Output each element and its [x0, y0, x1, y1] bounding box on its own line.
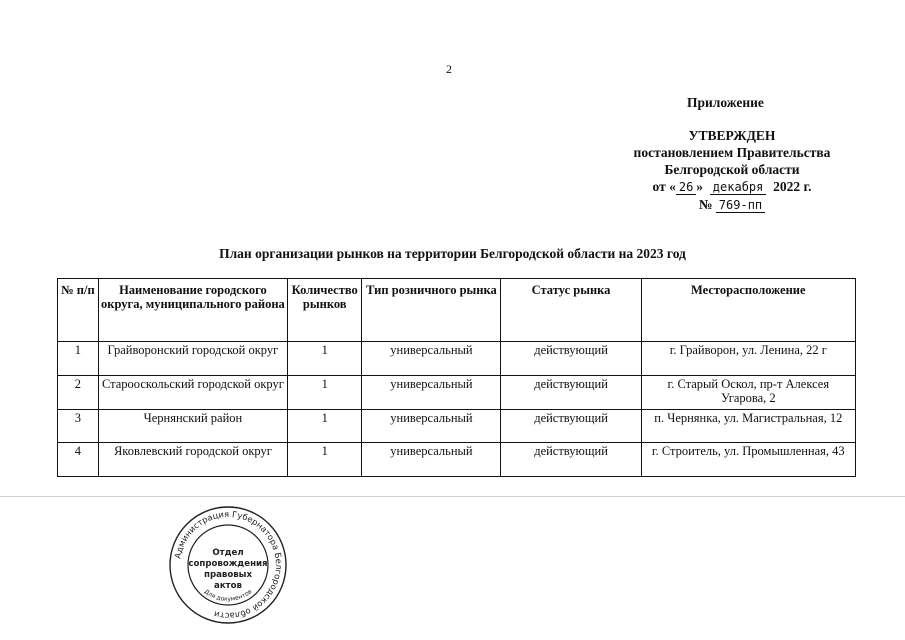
- date-month: декабря: [710, 180, 767, 195]
- table-header-row: [58, 279, 856, 342]
- page-number: 2: [446, 62, 452, 76]
- stamp-outer-text: Администрация Губернатора Белгородской области: [172, 508, 285, 622]
- stamp-line-4: актов: [214, 581, 242, 591]
- scan-artifact: [0, 496, 905, 497]
- table-row: [58, 443, 856, 477]
- date-year: 2022 г.: [773, 179, 812, 194]
- approval-block: [612, 127, 852, 214]
- markets-table: [57, 278, 856, 477]
- cell-count: 1: [288, 443, 362, 477]
- date-mid: »: [696, 179, 704, 194]
- cell-name: Старооскольский городской округ: [98, 376, 287, 410]
- cell-name: Яковлевский городской округ: [98, 443, 287, 477]
- date-day: 26: [676, 180, 696, 195]
- cell-num: 3: [58, 410, 99, 443]
- cell-location: п. Чернянка, ул. Магистральная, 12: [641, 410, 855, 443]
- header-type: Тип розничного рынка: [362, 279, 501, 342]
- approved-line2: Белгородской области: [664, 162, 800, 177]
- date-prefix: от «: [652, 179, 676, 194]
- cell-location: г. Грайворон, ул. Ленина, 22 г: [641, 342, 855, 376]
- appendix-label: Приложение: [687, 95, 764, 110]
- cell-name: Грайворонский городской округ: [98, 342, 287, 376]
- cell-type: универсальный: [362, 376, 501, 410]
- cell-count: 1: [288, 342, 362, 376]
- stamp-line-1: Отдел: [212, 548, 244, 558]
- header-name: Наименование городского округа, муниципального района: [98, 279, 287, 342]
- cell-count: 1: [288, 410, 362, 443]
- header-location: Месторасположение: [641, 279, 855, 342]
- number-value: 769-пп: [716, 198, 765, 213]
- plan-title: План организации рынков на территории Белгородской области на 2023 год: [219, 246, 686, 261]
- stamp-line-2: сопровождения: [188, 559, 268, 569]
- table-row: [58, 376, 856, 410]
- cell-status: действующий: [501, 342, 641, 376]
- cell-type: универсальный: [362, 410, 501, 443]
- cell-num: 1: [58, 342, 99, 376]
- stamp-bottom-text: Для документов: [202, 588, 254, 603]
- approval-number: [612, 196, 852, 214]
- cell-location: г. Старый Оскол, пр-т Алексея Угарова, 2: [641, 376, 855, 410]
- cell-num: 4: [58, 443, 99, 477]
- cell-status: действующий: [501, 443, 641, 477]
- header-status: Статус рынка: [501, 279, 641, 342]
- cell-name: Чернянский район: [98, 410, 287, 443]
- table-row: [58, 342, 856, 376]
- number-prefix: №: [698, 197, 713, 212]
- approval-date: [612, 178, 852, 196]
- header-count: Количество рынков: [288, 279, 362, 342]
- cell-location: г. Строитель, ул. Промышленная, 43: [641, 443, 855, 477]
- cell-count: 1: [288, 376, 362, 410]
- cell-type: универсальный: [362, 342, 501, 376]
- cell-num: 2: [58, 376, 99, 410]
- approved-title: УТВЕРЖДЕН: [688, 128, 776, 143]
- cell-type: универсальный: [362, 443, 501, 477]
- stamp-line-3: правовых: [204, 570, 252, 580]
- header-num: № п/п: [58, 279, 99, 342]
- table-row: [58, 410, 856, 443]
- cell-status: действующий: [501, 410, 641, 443]
- approved-line1: постановлением Правительства: [633, 145, 831, 160]
- official-stamp: [168, 505, 288, 625]
- cell-status: действующий: [501, 376, 641, 410]
